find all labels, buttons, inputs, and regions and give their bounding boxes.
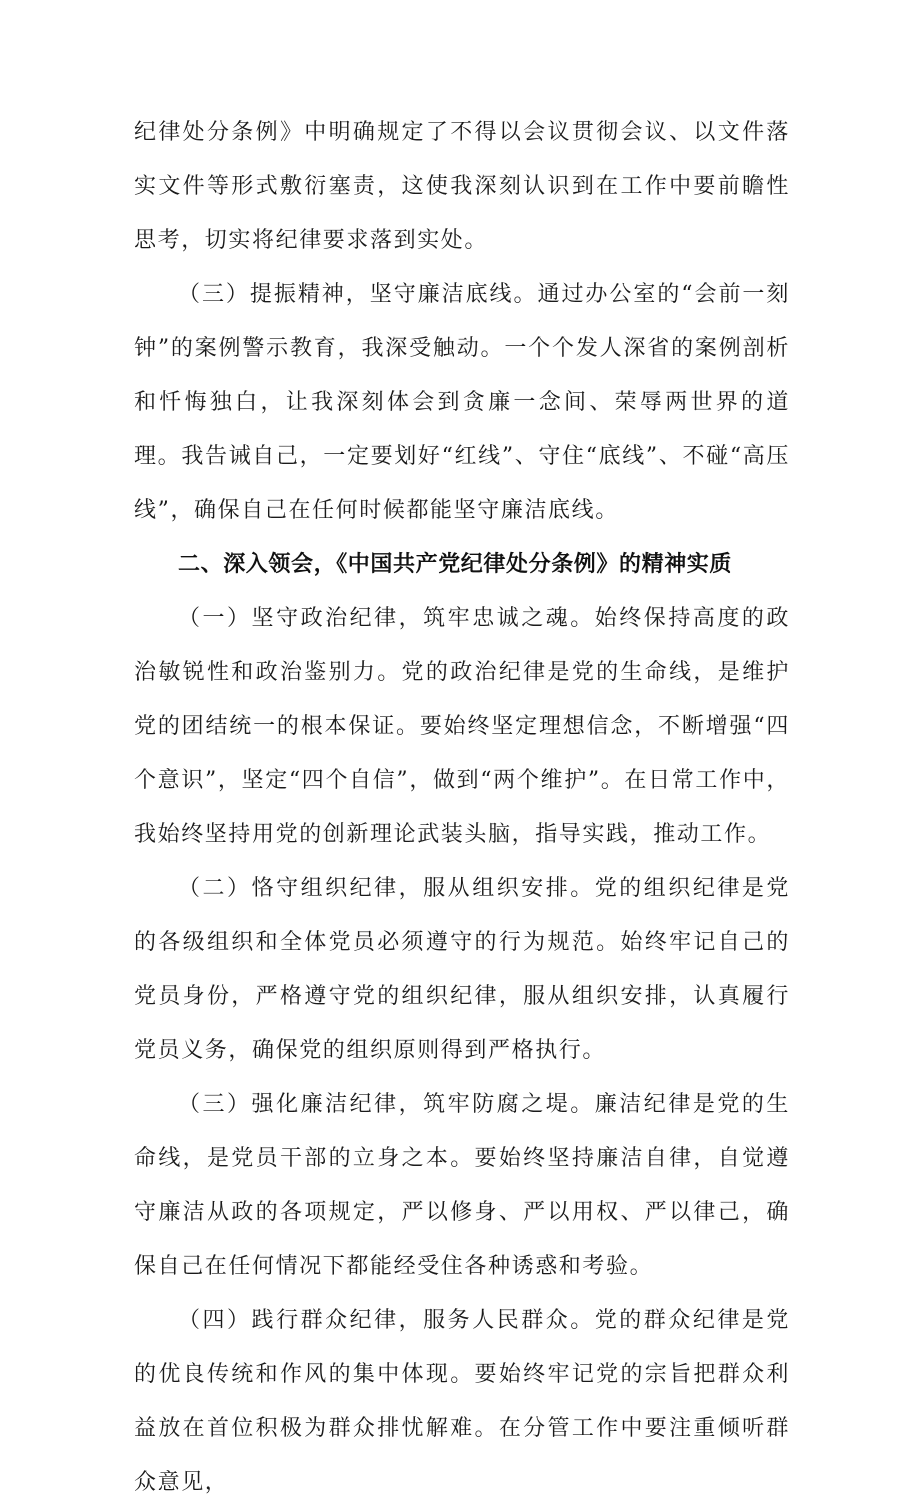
paragraph-section1-item3: （三）提振精神，坚守廉洁底线。通过办公室的“会前一刻钟”的案例警示教育，我深受触动。一个个发人深省的案例剖析和忏悔独白，让我深刻体会到贪廉一念间、荣辱两世界的道理。我告诫自己，一定要划好“红线”、守住“底线”、不碰“高压线”，确保自己在任何时候都能坚守廉洁底线。: [134, 282, 790, 523]
document-body: [134, 106, 790, 1510]
paragraph-section2-item2: （二）恪守组织纪律，服从组织安排。党的组织纪律是党的各级组织和全体党员必须遵守的行为规范。始终牢记自己的党员身份，严格遵守党的组织纪律，服从组织安排，认真履行党员义务，确保党的组织原则得到严格执行。: [134, 876, 790, 1063]
section-heading: 二、深入领会，《中国共产党纪律处分条例》的精神实质: [178, 552, 733, 577]
paragraph-section2-item3: （三）强化廉洁纪律，筑牢防腐之堤。廉洁纪律是党的生命线，是党员干部的立身之本。要始终坚持廉洁自律，自觉遵守廉洁从政的各项规定，严以修身、严以用权、严以律己，确保自己在任何情况下都能经受住各种诱惑和考验。: [134, 1092, 790, 1279]
paragraph-section2-item1: （一）坚守政治纪律，筑牢忠诚之魂。始终保持高度的政治敏锐性和政治鉴别力。党的政治纪律是党的生命线，是维护党的团结统一的根本保证。要始终坚定理想信念，不断增强“四个意识”，坚定“四个自信”，做到“两个维护”。在日常工作中，我始终坚持用党的创新理论武装头脑，指导实践，推动工作。: [134, 606, 790, 847]
paragraph-section2-item4: （四）践行群众纪律，服务人民群众。党的群众纪律是党的优良传统和作风的集中体现。要始终牢记党的宗旨把群众利益放在首位积极为群众排忧解难。在分管工作中要注重倾听群众意见，: [134, 1308, 790, 1495]
paragraph-continuation: 纪律处分条例》中明确规定了不得以会议贯彻会议、以文件落实文件等形式敷衍塞责，这使我深刻认识到在工作中要前瞻性思考，切实将纪律要求落到实处。: [134, 120, 790, 253]
